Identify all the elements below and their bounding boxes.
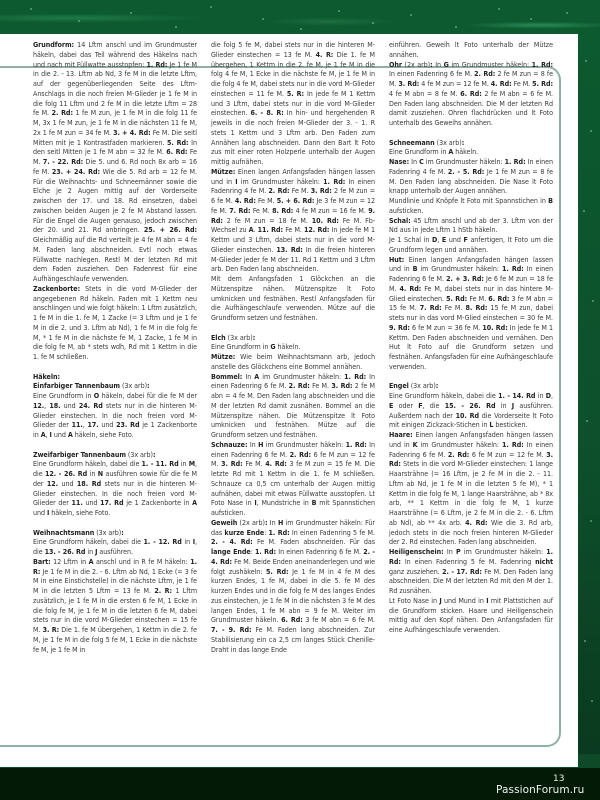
header-decorative-band xyxy=(0,0,600,36)
text-paragraph: Eine Grundform häkeln, dabei die 1. - 12. Rd in I, die 13. - 26. Rd in J ausführen. xyxy=(33,537,198,556)
text-paragraph: Zweifarbiger Tannenbaum (3x arb): xyxy=(33,449,156,459)
right-decorative-band xyxy=(578,34,600,754)
text-paragraph: Ohr (2x arb): In G im Grundmuster häkeln: 1. Rd: In einen Fadenring 6 fe M. 2. Rd: 2 fe M zun = 8 fe M. 3. Rd: 4 fe M zun = 12 fe M. 4. Rd: Fe M. 5. Rd: 4 fe M abn = 8 fe M. 6. Rd: 2 fe M abn = 6 fe M. Den Faden lang abschneiden. Die M der letzten Rd damit zusziehen. Ohren flachdrücken und lt Foto unterhalb des Geweihs annähen. xyxy=(389,59,554,127)
text-paragraph: Eine Grundform in O häkeln, dabei für die fe M der 12., 18. und 24. Rd stets nur in die hinteren M-Glieder einstechen. In die noch freien vord M-Glieder der 11., 17. und 23. Rd je 1 Zackenborte in A, I und A häkeln, siehe Foto. xyxy=(33,391,197,439)
snow-speck-decoration xyxy=(78,20,80,22)
text-paragraph: Haare: Einen langen Anfangsfaden hängen lassen und in K im Grundmuster häkeln: 1. Rd: In einen Fadenring 6 fe M. 2. Rd: 6 fe M zun = 12 fe M. 3. Rd: Stets in die vord M-Glieder einstechen: 1 lange Haarsträhne (= 16 Lftm, je 2 fe M in die 2. - 11. Lftm ab Nd, je 1 fe M in die letzten 5 fe M), * 1 Kettm in die folg fe M, 1 lange Haarsträhne, ab * 8x arb, ** 1 Kettm in die folg fe M, 1 kurze Haarsträhne (= 6 Lftm, je 2 fe M in die 2. - 6. Lftm ab Nd), ab ** 4x arb. 4. Rd: Wie die 3. Rd arb, jedoch stets in die noch freien hinteren M-Glieder der 2. Rd einstechen. Faden lang abschneiden. xyxy=(389,430,554,547)
snow-speck-decoration xyxy=(130,12,132,14)
paragraph-gap xyxy=(389,128,553,138)
text-paragraph: Weihnachtsmann (3x arb): xyxy=(33,527,124,537)
text-paragraph: Nase: In C im Grundmuster häkeln: 1. Rd: In einen Fadenring 4 fe M. 2. - 5. Rd: Je 1 fe M zun = 8 fe M. Den Faden lang abschneiden. Die Nase lt Foto knapp unterhalb der Augen annähen. xyxy=(389,157,554,196)
text-paragraph: Mütze: Wie beim Weihnachtsmann arb, jedoch anstelle des Glöckchens eine Bommel annähen. xyxy=(211,352,375,371)
text-paragraph: Häkeln: xyxy=(33,371,60,381)
text-paragraph: einführen. Geweih lt Foto unterhalb der Mütze annähen. xyxy=(389,40,553,59)
text-paragraph: Zackenborte: Stets in die vord M-Glieder der angegebenen Rd häkeln. Faden mit 1 Kettm neu anschlingen und wie folgt häkeln: 1 Lftm zusätzlich, 1 fe M in die 1. fe M, 1 Zacke (= 3 Lftm und je 1 fe M in die 2. und 3. Lftm ab Nd), 1 fe M in die folg fe M, * 1 fe M in die nächste fe M, 1 Zacke, 1 fe M in die folg fe M, ab * stets wdh, Rd mit 1 Kettm in die 1. fe M schließen. xyxy=(33,283,197,361)
snow-speck-decoration xyxy=(583,210,585,212)
snow-speck-decoration xyxy=(262,18,264,20)
site-watermark: PassionForum.ru xyxy=(496,784,585,796)
snow-speck-decoration xyxy=(585,60,587,62)
snow-speck-decoration xyxy=(30,8,32,10)
text-paragraph: Schal: 45 Lftm anschl und ab der 3. Lftm von der Nd aus in jede Lftm 1 hStb häkeln. xyxy=(389,215,553,235)
text-paragraph: Bommel: In A im Grundmuster häkeln: 1. Rd: In einen Fadenring 6 fe M. 2. Rd: Fe M. 3. Rd: 2 fe M abn = 4 fe M. Den Faden lang abschneiden und die M der letzten Rd damit zusnähen. Bommel an die Mützenspitze nähen. Die Mützenspitze lt Foto umknicken und festnähen. Mütze auf die Grundform setzen und festnähen. xyxy=(211,371,376,439)
text-paragraph: Eine Grundform in G häkeln. xyxy=(211,342,301,352)
snow-speck-decoration xyxy=(410,14,412,16)
text-columns xyxy=(33,40,553,654)
paragraph-gap xyxy=(33,440,197,450)
text-paragraph: Geweih (2x arb): In H im Grundmuster häkeln: Für das kurze Ende: 1. Rd: In einen Fadenring 5 fe M. 2. - 4. Rd: Fe M. Faden abschneiden. Für das lange Ende: 1. Rd: In einen Fadenring 6 fe M. 2. - 4. Rd: Fe M. Beide Enden aneinanderlegen und wie folgt zushäkeln: 5. Rd: Je 1 fe M in 4 fe M des kurzen Endes, 1 fe M, dabei in die 5. fe M des kurzen Endes und in die folg fe M des langes Endes zus einstechen, je 1 fe M in die nächsten 3 fe M des langen Endes, 1 fe M abn = 9 fe M. Weiter im Grundmuster häkeln. 6. Rd: 3 fe M abn = 6 fe M. 7. - 9. Rd: Fe M. Faden lang abschneiden. Zur Stabilisierung ein ca 2,5 cm langes Stück Chenille-Draht in das lange Ende xyxy=(211,517,376,654)
text-paragraph: Eine Grundform in A häkeln. xyxy=(389,147,479,157)
text-paragraph: Schnauze: In H im Grundmuster häkeln: 1. Rd: In einen Fadenring 6 fe M. 2. Rd: 6 fe M zun = 12 fe M. 3. Rd: Fe M. 4. Rd: 3 fe M zun = 15 fe M. Die letzte Rd mit 1 Kettm in die 1. fe M schließen. Schnauze ca 0,5 cm unterhalb der Augen mittig aufnähen, dabei mit etwas Füllwatte ausstopfen. Lt Foto Nase in I, Mundstriche in B mit Spannstichen aufsticken. xyxy=(211,439,376,517)
snow-speck-decoration xyxy=(300,28,302,30)
text-paragraph: Bart: 12 Lftm in A anschl und in R fe M häkeln: 1. R: Je 1 fe M in die 2. - 6. Lftm ab Nd, 1 Ecke (= 3 fe M in eine Einstichstelle) in die nächste Lftm, je 1 fe M in die letzten 5 Lftm = 13 fe M. 2. R: 1 Lftm zusätzlich, je 1 fe M in die ersten 6 fe M, 1 Ecke in die folg fe M, je 1 fe M in die letzten 6 fe M, dabei stets nur in die vord M-Glieder einstechen = 15 fe M. 3. R: Die 1. fe M übergehen, 1 Kettm in die 2. fe M, je 1 fe M in die folg 5 fe M, 1 Ecke in die nächste fe M, je 1 fe M in xyxy=(33,556,197,654)
snow-speck-decoration xyxy=(498,8,500,10)
text-paragraph: Lt Foto Nase in J und Mund in I mit Plattstichen auf die Grundform sticken. Haare und Heiligenschein mittig auf den Kopf nähen. Den Anfangsfaden für eine Aufhängeschlaufe verwenden. xyxy=(389,595,553,634)
snow-speck-decoration xyxy=(530,18,532,20)
text-paragraph: die folg 5 fe M, dabei stets nur in die hinteren M-Glieder einstechen = 13 fe M. 4. R: Die 1. fe M übergehen, 1 Kettm in die 2. fe M, je 1 fe M in die folg 4 fe M, 1 Ecke in die nächste fe M, je 1 fe M in die folg 4 fe M, dabei stets nur in die vord M-Glieder einstechen = 11 fe M. 5. R: In jede fe M 1 Kettm und 3 Lftm, dabei stets nur in die vord M-Glieder einstechen. 6. - 8. R: In hin- und hergehenden R jeweils in die noch freien M-Glieder der 3. - 1. R stets 1 Kettm und 3 Lftm arb. Den Faden zum Annähen lang abschneiden. Dann den Bart lt Foto zus mit einer roten Holzperle unterhalb der Augen mittig aufnähen. xyxy=(211,40,376,166)
column-left xyxy=(33,40,197,654)
column-right xyxy=(389,40,553,654)
snow-speck-decoration xyxy=(372,22,374,24)
text-paragraph: Elch (3x arb): xyxy=(211,332,256,342)
text-paragraph: Mütze: Einen langen Anfangsfaden hängen lassen und in I im Grundmuster häkeln: 1. Rd: In einen Fadenring 4 fe M. 2. Rd: Fe M. 3. Rd: 2 fe M zun = 6 fe M. 4. Rd: Fe M. 5. + 6. Rd: Je 3 fe M zun = 12 fe M. 7. Rd: Fe M. 8. Rd: 4 fe M zun = 16 fe M. 9. Rd: 2 fe M zun = 18 fe M. 10. Rd: Fe M. Fb-Wechsel zu A. 11. Rd: Fe M. 12. Rd: In jede fe M 1 Kettm und 3 Lftm, dabei stets nur in die vord M-Glieder einstechen. 13. Rd: In die freien hinteren M-Glieder jeder fe M der 11. Rd 1 Kettm und 3 Lftm arb. Den Faden lang abschneiden. xyxy=(211,166,376,274)
paragraph-gap xyxy=(33,362,197,372)
page-number: 13 xyxy=(553,774,565,784)
paragraph-gap xyxy=(389,372,553,382)
text-paragraph: Je 1 Schal in D, E und F anfertigen, lt Foto um die Grundform legen und annähen. xyxy=(389,235,553,254)
snow-speck-decoration xyxy=(592,300,594,302)
text-paragraph: Grundform: 14 Lftm anschl und im Grundmuster häkeln, dabei das Teil während des Häkelns nach und nach mit Füllwatte ausstopfen: 1. Rd: Je 1 fe M in die 2. - 13. Lftm ab Nd, 3 fe M in die letzte Lftm, auf der gegenüberliegenden Seite des Lftm-Anschlags in die noch freien M-Glieder je 1 fe M in die folg 11 Lftm und 2 fe M in die letzte Lftm = 28 fe M. 2. Rd: 1 fe M zun, je 1 fe M in die folg 11 fe M, 3x 1 fe M zun, je 1 fe M in die nächsten 11 fe M, 2x 1 fe M zun = 34 fe M. 3. + 4. Rd: Fe M. Die seitl Mitten mit je 1 Kontrastfaden markieren. 5. Rd: In den seitl Mitten je 1 fe M abn = 32 fe M. 6. Rd: Fe M. 7. - 22. Rd: Die 5. und 6. Rd noch 8x arb = 16 fe M. 23. + 24. Rd: Wie die 5. Rd arb = 12 fe M. Für die Weihnachts- und Schneemänner sowie die Elche je 2 Augen mittig auf der Vorderseite zwischen der 17. und 18. Rd einsetzen, dabei zwischen beiden Augen je 2 fe M Abstand lassen. Für die Engel die Augen genauso, jedoch zwischen der 20. und 21. Rd anbringen. 25. + 26. Rd: Gleichmäßig auf die Rd verteilt je 4 fe M abn = 4 fe M. Faden lang abschneiden. Evtl noch etwas Füllwatte nachlegen. Restl M der letzten Rd mit dem Faden zusziehen. Den Fadenrest für eine Aufhängeschlaufe verwenden. xyxy=(33,40,198,283)
column-middle xyxy=(211,40,375,654)
text-paragraph: Eine Grundform häkeln, dabei die 1. - 14. Rd in D, E oder F, die 15. - 26. Rd in J ausführen. Außerdem nach der 10. Rd die Vorderseite lt Foto mit einigen Zickzack-Stichen in L besticken. xyxy=(389,391,553,430)
paragraph-gap xyxy=(211,323,375,333)
snow-speck-decoration xyxy=(590,130,592,132)
snow-speck-decoration xyxy=(566,12,568,14)
text-paragraph: Schneemann (3x arb): xyxy=(389,137,465,147)
snow-speck-decoration xyxy=(210,6,212,8)
text-paragraph: Einfarbiger Tannenbaum (3x arb): xyxy=(33,381,150,391)
snow-speck-decoration xyxy=(338,10,340,12)
snow-speck-decoration xyxy=(591,700,593,702)
text-paragraph: Heiligenschein: In P im Grundmuster häkeln: 1. Rd: In einen Fadenring 5 fe M. Fadenring nicht ganz zusziehen. 2. - 17. Rd: Fe M. Den Faden lang abschneiden. Die M der letzten Rd mit den M der 1. Rd zusnähen. xyxy=(389,547,553,595)
paragraph-gap xyxy=(33,518,197,528)
snow-speck-decoration xyxy=(584,640,586,642)
text-paragraph: Mundlinie und Knöpfe lt Foto mit Spannstichen in B aufsticken. xyxy=(389,196,553,215)
text-paragraph: Mit dem Anfangsfaden 1 Glöckchen an die Mützenspitze nähen. Mützenspitze lt Foto umknicken und festnähen. Restl Anfangsfaden für die Aufhängeschlaufe verwenden. Mütze auf die Grundform setzen und festnähen. xyxy=(211,274,375,322)
snow-speck-decoration xyxy=(586,420,588,422)
snow-speck-decoration xyxy=(175,26,177,28)
text-paragraph: Engel (3x arb): xyxy=(389,381,439,391)
snow-speck-decoration xyxy=(590,520,592,522)
text-paragraph: Hut: Einen langen Anfangsfaden hängen lassen und in B im Grundmuster häkeln: 1. Rd: In einen Fadenring 6 fe M. 2. + 3. Rd: Je 6 fe M zun = 18 fe M. 4. Rd: Fe M, dabei stets nur in das hintere M-Glied einstechen. 5. Rd: Fe M. 6. Rd: 3 fe M abn = 15 fe M. 7. Rd: Fe M. 8. Rd: 15 fe M zun, dabei stets nur in das vord M-Glied einstechen = 30 fe M. 9. Rd: 6 fe M zun = 36 fe M. 10. Rd: In jede fe M 1 Kettm. Den Faden abschneiden und vernähen. Den Hut lt Foto auf die Grundform setzen und festnähen. Anfangsfaden für eine Aufhängeschlaufe verwenden. xyxy=(389,254,554,371)
snow-speck-decoration xyxy=(455,26,457,28)
text-paragraph: Eine Grundform häkeln, dabei die 1. - 11. Rd in M, die 12. - 26. Rd in N ausführen sowie für die fe M der 12. und 18. Rd stets nur in die hinteren M-Glieder einstechen. In die noch freien vord M-Glieder der 11. und 17. Rd je 1 Zackenborte in A und I häkeln, siehe Foto. xyxy=(33,459,198,517)
